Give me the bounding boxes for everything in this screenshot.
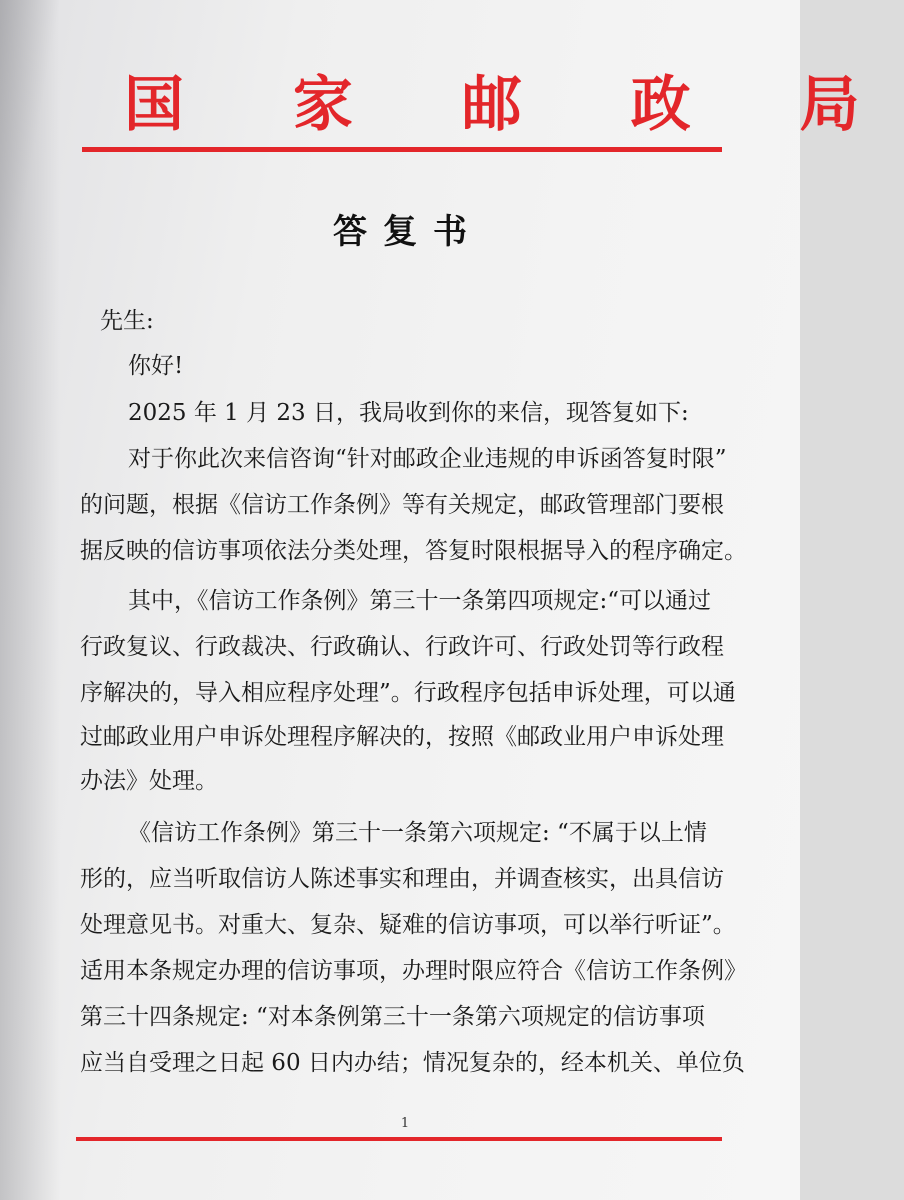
paragraph-line: 《信访工作条例》第三十一条第六项规定: “不属于以上情	[128, 820, 707, 846]
paragraph-line: 第三十四条规定: “对本条例第三十一条第六项规定的信访事项	[80, 1004, 705, 1030]
paragraph-line: 行政复议、行政裁决、行政确认、行政许可、行政处罚等行政程	[80, 634, 724, 660]
page-number: 1	[400, 1116, 410, 1131]
paragraph-line: 形的，应当听取信访人陈述事实和理由，并调查核实，出具信访	[80, 866, 724, 892]
paragraph-line: 据反映的信访事项依法分类处理，答复时限根据导入的程序确定。	[80, 538, 747, 564]
paragraph-line: 的问题，根据《信访工作条例》等有关规定，邮政管理部门要根	[80, 492, 724, 518]
paragraph-line: 对于你此次来信咨询“针对邮政企业违规的申诉函答复时限”	[128, 446, 727, 472]
paragraph-line: 2025 年 1 月 23 日，我局收到你的来信，现答复如下:	[128, 400, 689, 426]
paragraph-line: 其中，《信访工作条例》第三十一条第四项规定:“可以通过	[128, 588, 712, 614]
letterhead-red-rule	[82, 147, 722, 152]
greeting: 你好!	[128, 353, 184, 379]
document-title: 答复书	[333, 212, 483, 252]
paragraph-line: 适用本条规定办理的信访事项，办理时限应符合《信访工作条例》	[80, 958, 747, 984]
salutation: 先生:	[100, 308, 154, 334]
paragraph-line: 办法》处理。	[80, 768, 218, 794]
page-shadow	[0, 0, 60, 1200]
paragraph-line: 过邮政业用户申诉处理程序解决的，按照《邮政业用户申诉处理	[80, 724, 724, 750]
paragraph-line: 序解决的，导入相应程序处理”。行政程序包括申诉处理，可以通	[80, 680, 736, 706]
letterhead-org-name: 国 家 邮 政 局	[124, 70, 904, 140]
footer-red-rule	[76, 1137, 722, 1141]
paragraph-line: 应当自受理之日起 60 日内办结；情况复杂的，经本机关、单位负	[80, 1050, 745, 1076]
paragraph-line: 处理意见书。对重大、复杂、疑难的信访事项，可以举行听证”。	[80, 912, 736, 938]
